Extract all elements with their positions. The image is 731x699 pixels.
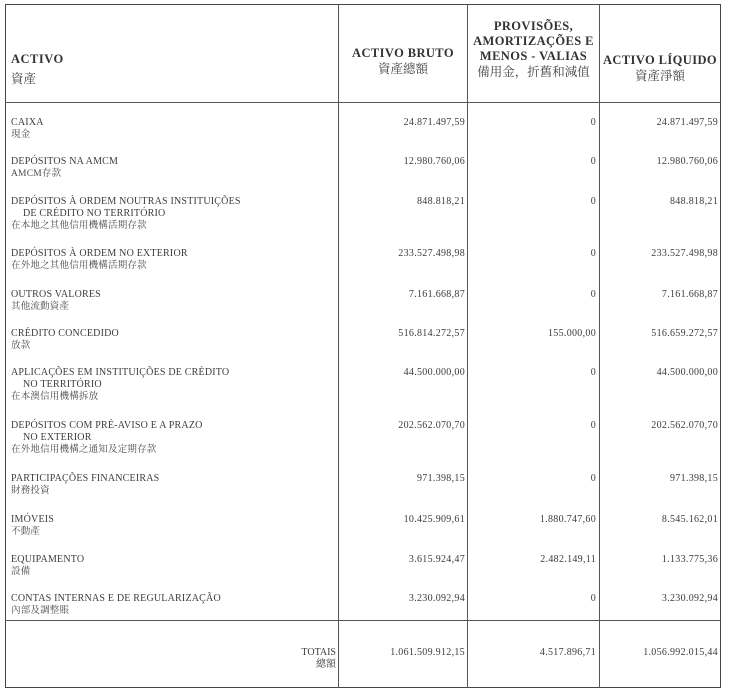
value-bruto: 233.527.498,98: [398, 248, 465, 259]
row-label-zh: 現金: [11, 130, 31, 140]
value-provisoes: 0: [590, 156, 596, 167]
row-label-pt: CONTAS INTERNAS E DE REGULARIZAÇÃO: [11, 593, 221, 604]
value-liquido: 1.133.775,36: [661, 554, 718, 565]
value-liquido: 8.545.162,01: [661, 514, 718, 525]
value-provisoes: 0: [590, 367, 596, 378]
row-label: [11, 328, 331, 352]
row-label: [11, 420, 331, 456]
value-bruto: 3.230.092,94: [408, 593, 465, 604]
header-activo-pt: ACTIVO: [11, 52, 64, 66]
header-provisoes-zh: 備用金，折舊和減值: [477, 65, 590, 79]
value-bruto: 971.398,15: [417, 473, 465, 484]
totals-bruto: 1.061.509.912,15: [390, 647, 465, 658]
row-label-pt-continued: NO TERRITÓRIO: [23, 379, 102, 390]
value-provisoes: 0: [590, 289, 596, 300]
row-label-pt: CAIXA: [11, 117, 44, 128]
header-activo-bruto: [340, 46, 466, 77]
value-bruto: 3.615.924,47: [408, 554, 465, 565]
header-provisoes-line3: MENOS - VALIAS: [479, 49, 588, 63]
row-label-pt: IMÓVEIS: [11, 514, 55, 525]
row-label: [11, 514, 331, 538]
value-provisoes: 0: [590, 196, 596, 207]
header-divider: [5, 102, 721, 103]
value-bruto: 516.814.272,57: [398, 328, 465, 339]
header-bruto-zh: 資產總額: [377, 62, 428, 76]
value-liquido: 516.659.272,57: [651, 328, 718, 339]
header-provisoes: [468, 19, 599, 80]
row-label: [11, 473, 331, 497]
value-liquido: 971.398,15: [670, 473, 718, 484]
value-liquido: 44.500.000,00: [656, 367, 718, 378]
totals-label: [260, 647, 336, 671]
row-label: [11, 156, 331, 180]
row-label: [11, 248, 331, 272]
column-divider-2: [467, 4, 468, 688]
value-provisoes: 0: [590, 473, 596, 484]
value-provisoes: 0: [590, 248, 596, 259]
column-divider-3: [599, 4, 600, 688]
value-liquido: 24.871.497,59: [656, 117, 718, 128]
row-label-zh: 在本澳信用機構拆放: [11, 392, 99, 402]
value-bruto: 24.871.497,59: [403, 117, 465, 128]
row-label-pt: EQUIPAMENTO: [11, 554, 85, 565]
value-provisoes: 0: [590, 117, 596, 128]
row-label-pt: DEPÓSITOS NA AMCM: [11, 156, 119, 167]
value-liquido: 202.562.070,70: [651, 420, 718, 431]
header-activo-zh: 資產: [11, 72, 37, 86]
row-label-pt: DEPÓSITOS À ORDEM NO EXTERIOR: [11, 248, 188, 259]
header-liquido-zh: 資產淨額: [634, 69, 685, 83]
column-divider-1: [338, 4, 339, 688]
row-label-zh: 設備: [11, 567, 31, 577]
row-label-pt-continued: DE CRÉDITO NO TERRITÓRIO: [23, 208, 166, 219]
value-provisoes: 0: [590, 420, 596, 431]
totals-provisoes: 4.517.896,71: [539, 647, 596, 658]
totals-label-zh: 總額: [316, 659, 336, 670]
value-liquido: 848.818,21: [670, 196, 718, 207]
header-provisoes-line1: PROVISÕES,: [493, 19, 574, 33]
row-label-zh: 在外地信用機構之通知及定期存款: [11, 445, 157, 455]
header-liquido-pt: ACTIVO LÍQUIDO: [602, 53, 718, 67]
value-bruto: 7.161.668,87: [408, 289, 465, 300]
value-bruto: 44.500.000,00: [403, 367, 465, 378]
value-liquido: 7.161.668,87: [661, 289, 718, 300]
totals-divider: [5, 620, 721, 621]
row-label-zh: AMCM存款: [11, 169, 62, 179]
value-provisoes: 2.482.149,11: [540, 554, 596, 565]
row-label-zh: 不動產: [11, 527, 41, 537]
row-label-pt: DEPÓSITOS COM PRÉ-AVISO E A PRAZO: [11, 420, 203, 431]
value-liquido: 12.980.760,06: [656, 156, 718, 167]
header-activo: [11, 52, 64, 87]
value-bruto: 848.818,21: [417, 196, 465, 207]
value-bruto: 10.425.909,61: [403, 514, 465, 525]
row-label-zh: 財務投資: [11, 486, 50, 496]
value-liquido: 3.230.092,94: [661, 593, 718, 604]
row-label-zh: 在外地之其他信用機構活期存款: [11, 261, 147, 271]
value-liquido: 233.527.498,98: [651, 248, 718, 259]
header-bruto-pt: ACTIVO BRUTO: [352, 46, 454, 60]
value-provisoes: 0: [590, 593, 596, 604]
row-label-zh: 其他流動資產: [11, 302, 70, 312]
row-label-pt-continued: NO EXTERIOR: [23, 432, 92, 443]
row-label: [11, 593, 331, 617]
row-label-pt: OUTROS VALORES: [11, 289, 101, 300]
totals-label-pt: TOTAIS: [301, 647, 336, 658]
row-label-zh: 在本地之其他信用機構活期存款: [11, 221, 147, 231]
value-provisoes: 155.000,00: [548, 328, 596, 339]
row-label: [11, 367, 331, 403]
row-label-pt: PARTICIPAÇÕES FINANCEIRAS: [11, 473, 160, 484]
row-label: [11, 554, 331, 578]
value-bruto: 12.980.760,06: [403, 156, 465, 167]
value-provisoes: 1.880.747,60: [539, 514, 596, 525]
row-label-pt: DEPÓSITOS À ORDEM NOUTRAS INSTITUIÇÕES: [11, 196, 241, 207]
row-label: [11, 289, 331, 313]
row-label: [11, 196, 331, 232]
header-provisoes-line2: AMORTIZAÇÕES E: [473, 34, 594, 48]
row-label-pt: CRÉDITO CONCEDIDO: [11, 328, 119, 339]
row-label-zh: 內部及調整賬: [11, 606, 70, 616]
row-label-zh: 放款: [11, 341, 31, 351]
row-label-pt: APLICAÇÕES EM INSTITUIÇÕES DE CRÉDITO: [11, 367, 230, 378]
value-bruto: 202.562.070,70: [398, 420, 465, 431]
row-label: [11, 117, 331, 141]
totals-liquido: 1.056.992.015,44: [643, 647, 718, 658]
header-activo-liquido: [600, 53, 720, 84]
